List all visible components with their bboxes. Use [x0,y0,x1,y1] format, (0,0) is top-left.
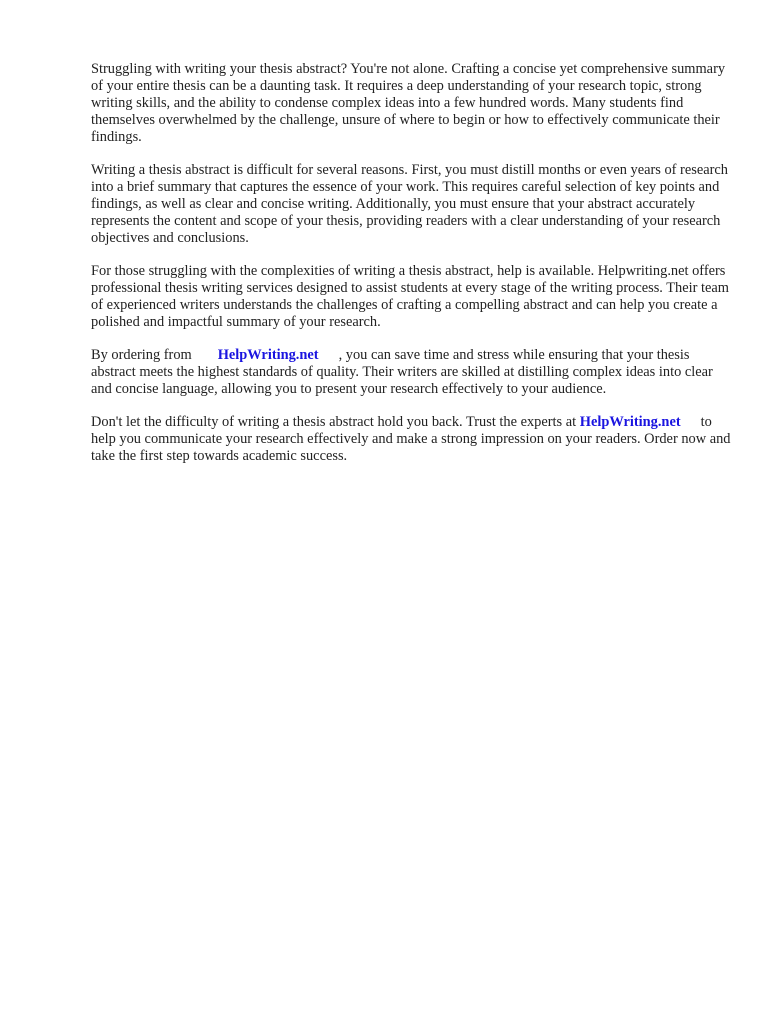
ordering-text-before-link: By ordering from [91,347,192,363]
closing-text-after-link: to help you communicate your research effectively and make a strong impression on your readers. Order now and take the first step towards academic success. [91,414,731,464]
paragraph-help-available: For those struggling with the complexities of writing a thesis abstract, help is available. Helpwriting.net offers professional thesis writing services designed to assist students at every stage of the writing process. Their team of experienced writers understands the challenges of crafting a compelling abstract and can help you create a polished and impactful summary of your research. [91,263,729,330]
document-body [91,61,731,481]
paragraph-ordering [91,347,731,398]
ordering-text-after-link: , you can save time and stress while ensuring that your thesis abstract meets the highest standards of quality. Their writers are skilled at distilling complex ideas into clear and concise language, allowing you to present your research effectively to your audience. [91,347,713,397]
paragraph-intro: Struggling with writing your thesis abstract? You're not alone. Crafting a concise yet comprehensive summary of your entire thesis can be a daunting task. It requires a deep understanding of your research topic, strong writing skills, and the ability to condense complex ideas into a few hundred words. Many students find themselves overwhelmed by the challenge, unsure of where to begin or how to effectively communicate their findings. [91,61,726,145]
helpwriting-link[interactable]: HelpWriting.net [579,414,681,430]
helpwriting-link[interactable]: HelpWriting.net [217,347,319,363]
paragraph-closing [91,414,731,465]
closing-text-before-link: Don't let the difficulty of writing a thesis abstract hold you back. Trust the experts at [91,414,577,430]
paragraph-difficulty: Writing a thesis abstract is difficult for several reasons. First, you must distill months or even years of research into a brief summary that captures the essence of your work. This requires careful selection of key points and findings, as well as clear and concise writing. Additionally, you must ensure that your abstract accurately represents the content and scope of your thesis, providing readers with a clear understanding of your research objectives and conclusions. [91,162,728,246]
